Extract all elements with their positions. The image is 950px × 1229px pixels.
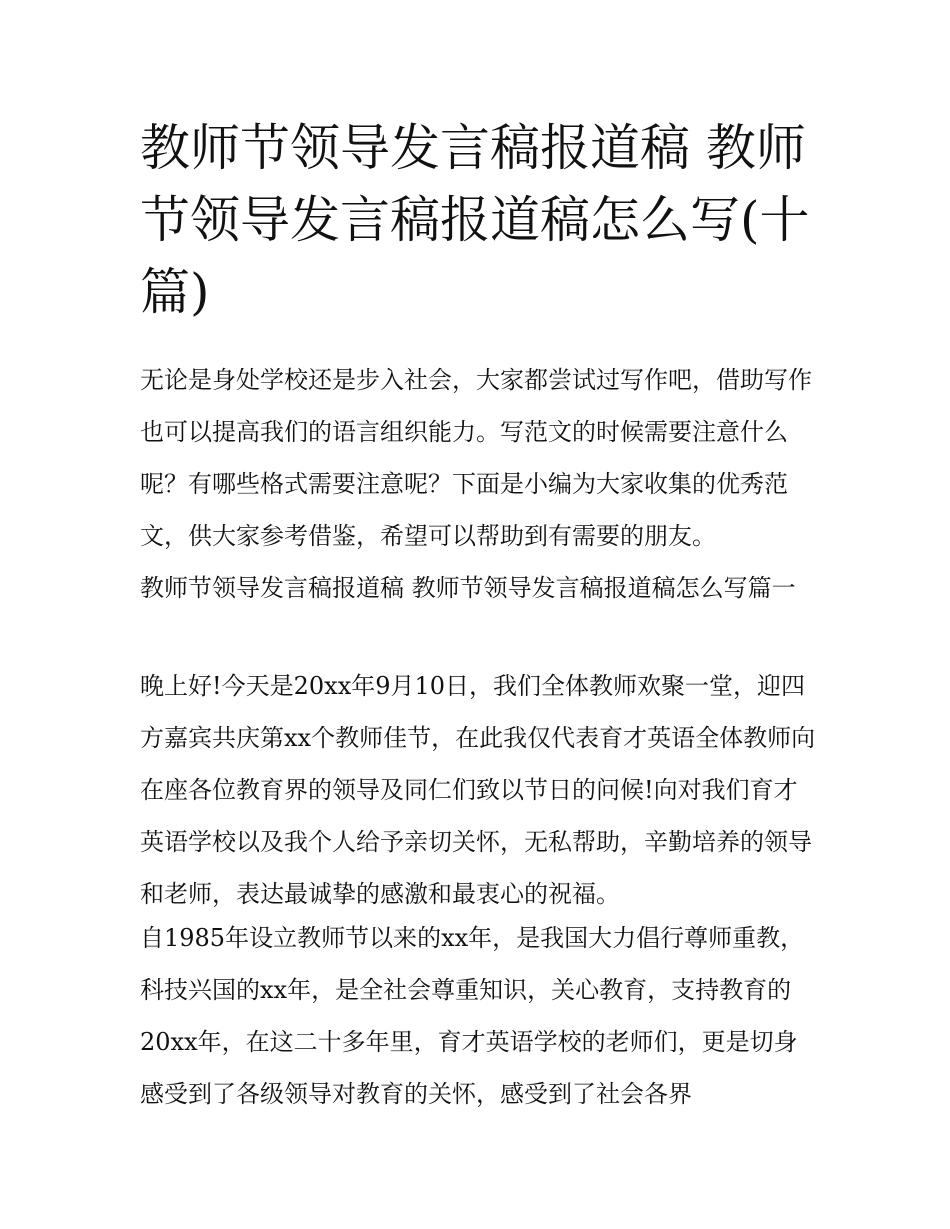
body-paragraph: 晚上好!今天是20xx年9月10日，我们全体教师欢聚一堂，迎四方嘉宾共庆第xx个教师佳节，在此我仅代表育才英语全体教师向在座各位教育界的领导及同仁们致以节日的问候!向对我们育才英语学校以及我个人给予亲切关怀，无私帮助，辛勤培养的领导和老师，表达最诚挚的感激和最衷心的祝福。 — [140, 672, 816, 908]
section-subheading: 教师节领导发言稿报道稿 教师节领导发言稿报道稿怎么写篇一 — [140, 574, 796, 602]
document-title: 教师节领导发言稿报道稿 教师节领导发言稿报道稿怎么写(十篇) — [140, 119, 810, 321]
intro-paragraph: 无论是身处学校还是步入社会，大家都尝试过写作吧，借助写作也可以提高我们的语言组织能力。写范文的时候需要注意什么呢？有哪些格式需要注意呢？下面是小编为大家收集的优秀范文，供大家参考借鉴，希望可以帮助到有需要的朋友。 — [140, 366, 812, 550]
body-paragraph: 自1985年设立教师节以来的xx年，是我国大力倡行尊师重教，科技兴国的xx年，是全社会尊重知识，关心教育，支持教育的20xx年，在这二十多年里，育才英语学校的老师们，更是切身感受到了各级领导对教育的关怀，感受到了社会各界 — [140, 924, 805, 1108]
